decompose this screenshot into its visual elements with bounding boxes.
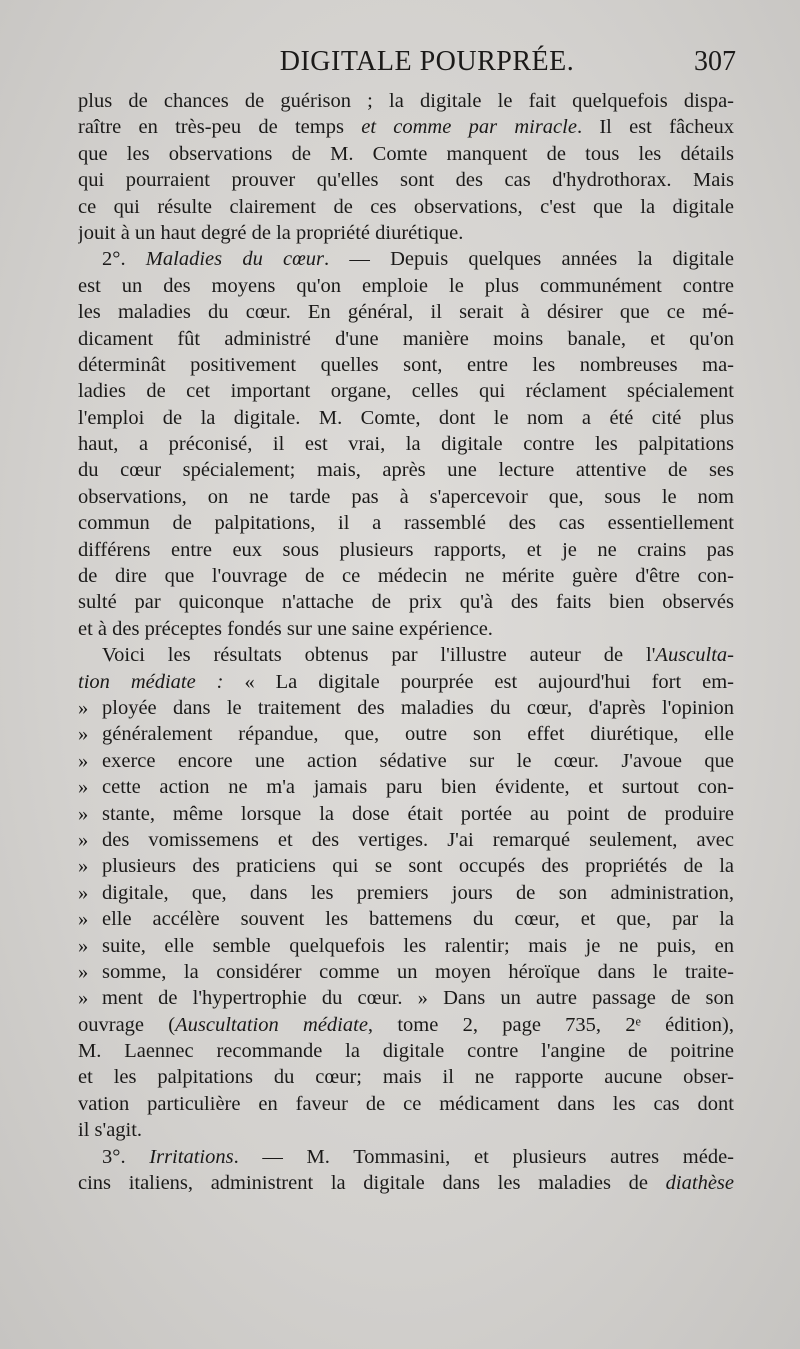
line-text: dicament fût administré d'une manière moins banale, et qu'on	[78, 327, 734, 350]
text-line	[78, 510, 734, 536]
text-line	[78, 853, 734, 879]
line-text: les maladies du cœur. En général, il serait à désirer que ce mé-	[78, 301, 734, 324]
text-line	[78, 167, 734, 193]
text-line	[78, 88, 734, 114]
text-line	[78, 405, 734, 431]
line-text: du cœur spécialement; mais, après une lecture attentive de ses	[78, 459, 734, 482]
running-title: DIGITALE POURPRÉE.	[279, 46, 575, 77]
line-text: 2°.	[102, 248, 146, 271]
line-text-after: . — M. Tommasini, et plusieurs autres méde-	[233, 1145, 734, 1168]
line-text: généralement répandue, que, outre son effet diurétique, elle	[102, 723, 734, 746]
line-text: et à des préceptes fondés sur une saine expérience.	[78, 617, 493, 640]
line-text: jouit à un haut degré de la propriété diurétique.	[78, 221, 464, 244]
text-line	[78, 827, 734, 853]
line-text: cette action ne m'a jamais paru bien évidente, et surtout con-	[102, 776, 734, 799]
line-text: plusieurs des praticiens qui se sont occupés des propriétés de la	[102, 855, 734, 878]
text-line	[78, 959, 734, 985]
line-text: vation particulière en faveur de ce médicament dans les cas dont	[78, 1092, 734, 1115]
text-line	[78, 616, 734, 642]
text-line	[78, 774, 734, 800]
line-text: suite, elle semble quelquefois les ralentir; mais je ne puis, en	[102, 934, 734, 957]
quote-mark: »	[78, 934, 89, 957]
line-text: est un des moyens qu'on emploie le plus communément contre	[78, 274, 734, 297]
quote-mark: »	[78, 987, 89, 1010]
text-line	[78, 457, 734, 483]
text-line	[78, 1038, 734, 1064]
italic-text: diathèse	[665, 1172, 734, 1195]
text-line	[78, 1091, 734, 1117]
text-line	[78, 985, 734, 1011]
line-text-after: , tome 2, page 735, 2ᵉ édition),	[367, 1013, 734, 1036]
line-text: ce qui résulte clairement de ces observations, c'est que la digitale	[78, 195, 734, 218]
text-line	[78, 273, 734, 299]
text-line	[78, 484, 734, 510]
line-text: qui pourraient prouver qu'elles sont des cas d'hydrothorax. Mais	[78, 169, 734, 192]
quote-mark: »	[78, 723, 89, 746]
quote-mark: »	[78, 696, 89, 719]
line-text: des vomissemens et des vertiges. J'ai remarqué seulement, avec	[102, 828, 734, 851]
text-line	[78, 299, 734, 325]
text-line	[78, 246, 734, 272]
line-text: ployée dans le traitement des maladies du cœur, d'après l'opinion	[102, 696, 734, 719]
page-header	[78, 46, 736, 86]
line-text: que les observations de M. Comte manquent de tous les détails	[78, 142, 734, 165]
text-line	[78, 1170, 734, 1196]
line-text: cins italiens, administrent la digitale dans les maladies de	[78, 1172, 666, 1195]
page-number: 307	[694, 46, 736, 77]
line-text: ladies de cet important organe, celles qui réclament spécialement	[78, 380, 734, 403]
line-text: elle accélère souvent les battemens du cœur, et que, par la	[102, 908, 734, 931]
body-text	[78, 88, 734, 1196]
italic-text: Ausculta-	[655, 644, 734, 667]
line-text-after: « La digitale pourprée est aujourd'hui fort em-	[223, 670, 734, 693]
line-text: il s'agit.	[78, 1119, 143, 1142]
quote-mark: »	[78, 881, 89, 904]
text-line	[78, 748, 734, 774]
line-text-after: . — Depuis quelques années la digitale	[324, 248, 734, 271]
line-text: Voici les résultats obtenus par l'illustre auteur de l'	[102, 644, 656, 667]
line-text: haut, a préconisé, il est vrai, la digitale contre les palpitations	[78, 433, 734, 456]
text-line	[78, 114, 734, 140]
text-line	[78, 537, 734, 563]
quote-mark: »	[78, 776, 89, 799]
text-line	[78, 880, 734, 906]
italic-text: et comme par miracle	[361, 116, 577, 139]
quote-mark: »	[78, 855, 89, 878]
text-line	[78, 1064, 734, 1090]
text-line	[78, 721, 734, 747]
italic-text: Auscultation médiate	[175, 1013, 368, 1036]
text-line	[78, 352, 734, 378]
quote-mark: »	[78, 960, 89, 983]
line-text: commun de palpitations, il a rassemblé des cas essentiellement	[78, 512, 734, 535]
quote-mark: »	[78, 828, 89, 851]
line-text: 3°.	[102, 1145, 150, 1168]
quote-mark: »	[78, 749, 89, 772]
text-line	[78, 326, 734, 352]
text-line	[78, 563, 734, 589]
italic-text: Maladies du cœur	[145, 248, 325, 271]
text-line	[78, 1144, 734, 1170]
line-text: et les palpitations du cœur; mais il ne rapporte aucune obser-	[78, 1066, 734, 1089]
text-line	[78, 194, 734, 220]
line-text: exerce encore une action sédative sur le cœur. J'avoue que	[102, 749, 734, 772]
quote-mark: »	[78, 802, 89, 825]
line-text: somme, la considérer comme un moyen héroïque dans le traite-	[102, 960, 734, 983]
text-line	[78, 906, 734, 932]
line-text: digitale, que, dans les premiers jours de son administration,	[102, 881, 734, 904]
text-line	[78, 642, 734, 668]
line-text: ouvrage (	[78, 1013, 176, 1036]
text-line	[78, 220, 734, 246]
line-text: de dire que l'ouvrage de ce médecin ne mérite guère d'être con-	[78, 565, 734, 588]
quote-mark: »	[78, 908, 89, 931]
line-text: déterminât positivement quelles sont, entre les nombreuses ma-	[78, 353, 734, 376]
text-line	[78, 1117, 734, 1143]
line-text-after: . Il est fâcheux	[576, 116, 734, 139]
text-line	[78, 933, 734, 959]
italic-text: Irritations	[149, 1145, 234, 1168]
italic-text: tion médiate :	[78, 670, 224, 693]
line-text: ment de l'hypertrophie du cœur. » Dans un autre passage de son	[102, 987, 734, 1010]
line-text: raître en très-peu de temps	[78, 116, 362, 139]
line-text: M. Laennec recommande la digitale contre l'angine de poitrine	[78, 1040, 734, 1063]
line-text: plus de chances de guérison ; la digitale le fait quelquefois dispa-	[78, 90, 734, 112]
text-line	[78, 669, 734, 695]
line-text: différens entre eux sous plusieurs rapports, et je ne crains pas	[78, 538, 734, 561]
text-line	[78, 1012, 734, 1038]
text-line	[78, 589, 734, 615]
text-line	[78, 431, 734, 457]
line-text: observations, on ne tarde pas à s'apercevoir que, sous le nom	[78, 485, 734, 508]
text-line	[78, 141, 734, 167]
text-line	[78, 378, 734, 404]
text-line	[78, 801, 734, 827]
text-line	[78, 695, 734, 721]
line-text: l'emploi de la digitale. M. Comte, dont le nom a été cité plus	[78, 406, 734, 429]
line-text: sulté par quiconque n'attache de prix qu'à des faits bien observés	[78, 591, 734, 614]
line-text: stante, même lorsque la dose était portée au point de produire	[102, 802, 734, 825]
